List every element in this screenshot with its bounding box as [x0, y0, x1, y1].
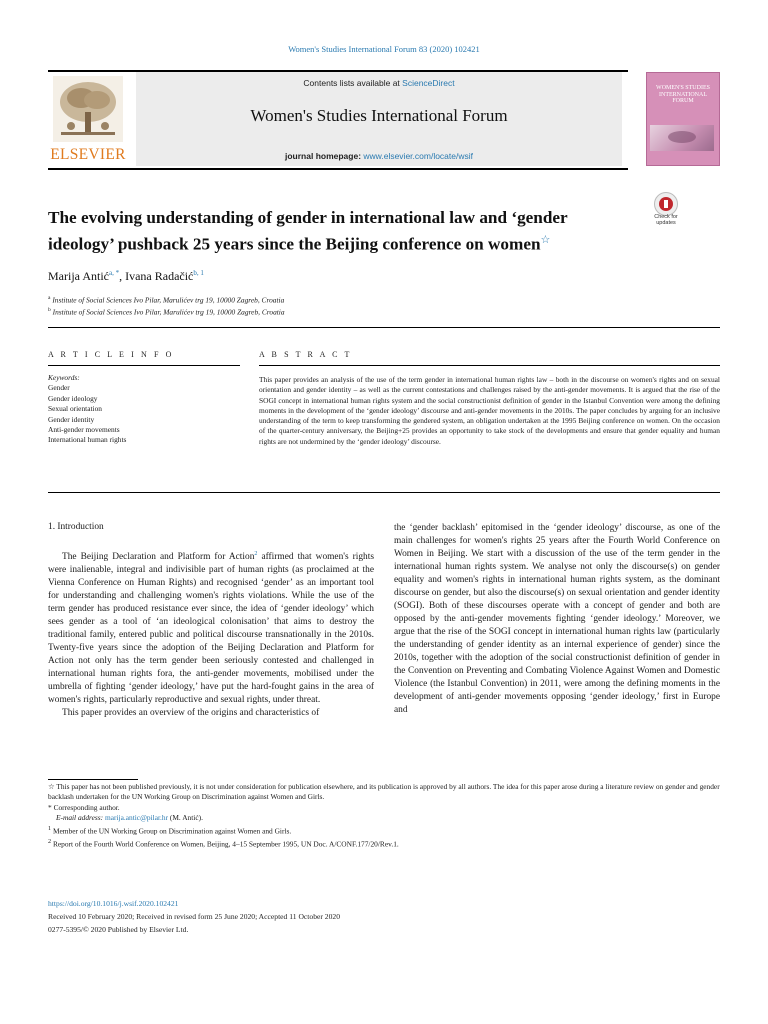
journal-cover[interactable]	[646, 72, 720, 166]
contents-line	[136, 78, 622, 88]
footnote-star	[48, 782, 720, 803]
body-column-left	[48, 548, 374, 720]
keywords-label: Keywords:	[48, 373, 80, 382]
affil-text: Institute of Social Sciences Ivo Pilar, Marulićev trg 19, 10000 Zagreb, Croatia	[52, 307, 285, 317]
sciencedirect-link[interactable]: ScienceDirect	[402, 78, 455, 88]
keyword: Gender	[48, 383, 70, 393]
footnote-2	[48, 837, 720, 850]
body-paragraph: This paper provides an overview of the origins and characteristics of	[62, 708, 320, 719]
author-name[interactable]: Marija Antić	[48, 269, 109, 283]
affil-text: Institute of Social Sciences Ivo Pilar, Marulićev trg 19, 10000 Zagreb, Croatia	[52, 295, 285, 305]
email-after: (M. Antić).	[168, 813, 203, 823]
footnote-text: Report of the Fourth World Conference on Women, Beijing, 4–15 September 1995, UN Doc. A/CONF.177/20/Rev.1.	[52, 838, 399, 848]
affiliation	[48, 307, 285, 316]
elsevier-logo[interactable]	[48, 76, 128, 164]
keywords-block	[48, 373, 240, 446]
author-affil-mark[interactable]: a, *	[108, 269, 120, 277]
body-column-right	[394, 522, 720, 717]
affil-mark: a	[48, 295, 51, 301]
author-name[interactable]: Ivana Radačić	[125, 269, 194, 283]
homepage-link[interactable]: www.elsevier.com/locate/wsif	[363, 151, 473, 161]
keyword: Sexual orientation	[48, 404, 102, 414]
footnotes	[48, 782, 720, 849]
footnote-text: This paper has not been published previously, it is not under consideration for publication elsewhere, and its publication is approved by all authors. The idea for this paper arose during a literature review on gender and gender backlash undertaken for the UN Working Group on Discrimination against Women and Girls.	[48, 782, 720, 802]
body-paragraph	[48, 548, 374, 707]
author-separator: ,	[119, 269, 126, 283]
footnote-mark: ☆	[48, 782, 55, 791]
affiliation	[48, 295, 284, 304]
body-text: affirmed that women's rights were inalienable, integral and indivisible part of human rights (as proclaimed at the Vienna Conference on Human Rights) and recognised ‘gender’ as an important tool for understanding and challenging women's rights violations. While the use of the term gender has produced resistance ever since, the idea of ‘gender ideology’ which sees gender as a tool of ‘an ideological colonisation’ that aims to destroy the traditional family, entered public and political discourse transnationally in the 2010s. Twenty-five years since the adoption of the Beijing Declaration and Platform for Action not only has the term gender been seriously contested and challenged in international human rights fora, the anti-gender movements, mobilised under the umbrella of fighting ‘gender ideology,’ have put the hard-fought gains in the area of women's rights, particularly reproductive and sexual rights, under threat.	[48, 552, 375, 706]
affil-mark: b	[48, 307, 51, 313]
footnote-text: Member of the UN Working Group on Discrimination against Women and Girls.	[52, 826, 292, 836]
check-updates-label: Check for updates	[654, 214, 678, 226]
section-heading: 1. Introduction	[48, 522, 104, 532]
journal-citation[interactable]: Women's Studies International Forum 83 (2020) 102421	[288, 44, 480, 54]
keyword: Gender ideology	[48, 393, 98, 403]
divider	[259, 365, 720, 366]
abstract-heading: A B S T R A C T	[259, 350, 353, 359]
email-link[interactable]: marija.antic@pilar.hr	[105, 813, 169, 823]
homepage-line	[136, 151, 622, 161]
elsevier-tree-icon	[53, 76, 123, 142]
footnote-ref[interactable]: 2	[254, 551, 258, 557]
footnote-email	[48, 813, 720, 823]
body-paragraph: the ‘gender backlash’ epitomised in the ‘gender ideology’ discourse, as one of the main challenges for women's rights 25 years after the Fourth World Conference on Women in Beijing. We start with a discussion of the use of the term gender in the international human rights system. We analyse not only the discourse(s) on gender equality and women's rights in international human rights system, as the dominant discourse on gender, but also the discourse(s) on sexual orientation and gender identity (SOGI). Both of these discourses operate with a concept of gender and both are opposed by the anti-gender movements fighting ‘gender ideology.’ Moreover, we argue that the rise of the SOGI concept in international human rights law (particularly the understanding of gender identity as an internal experience of gender) since the 2010s, together with the adoption of the social constructionist definition of gender in the Convention on Preventing and Combating Violence Against Women and Domestic Violence (the Istanbul Convention) in 2011, were among the defining moments in the development of anti-gender movements opposing ‘gender ideology,’ first in Europe and	[394, 523, 720, 715]
title-footnote-mark[interactable]: ☆	[540, 234, 551, 246]
elsevier-wordmark: ELSEVIER	[50, 146, 126, 163]
body-text: The Beijing Declaration and Platform for Action	[62, 552, 255, 563]
footnote-text: Corresponding author.	[53, 802, 120, 812]
author-list	[48, 269, 204, 284]
journal-title[interactable]: Women's Studies International Forum	[250, 106, 508, 125]
keyword: Anti-gender movements	[48, 425, 120, 435]
footnote-mark: 2	[48, 838, 52, 845]
author-affil-mark[interactable]: b, 1	[193, 269, 204, 277]
doi-link[interactable]: https://doi.org/10.1016/j.wsif.2020.102421	[48, 899, 179, 908]
cover-title: WOMEN'S STUDIES INTERNATIONAL FORUM	[656, 85, 710, 104]
footnote-mark: *	[48, 802, 52, 812]
divider	[48, 365, 240, 366]
article-info-heading: A R T I C L E I N F O	[48, 350, 175, 359]
homepage-label: journal homepage:	[285, 151, 364, 161]
divider	[48, 327, 720, 328]
footnote-1	[48, 824, 720, 837]
issn-copyright: 0277-5395/© 2020 Published by Elsevier Ltd.	[48, 925, 189, 934]
footnote-mark: 1	[48, 825, 52, 832]
abstract-text: This paper provides an analysis of the use of the term gender in international human rights law – both in the discourse on women's rights and on sexual orientation and gender identity – as well as the current contestations and challenges raised by the anti-gender movements. It is argued that the rise of the SOGI concept in international human rights system and the social constructionist definition of gender in the Istanbul Convention were among the defining moments in the development of the ‘gender ideology’ discourse and anti-gender movements in the 2010s. The paper concludes by arguing for an inclusive understanding of the term to keep transforming the gendered system, an obligation undertaken at the 1995 Beijing conference on women. On the occasion of the quarter-century anniversary, the Beijing+25 provides an opportunity to take stock of the developments and ensure that gender equality and human rights are not undermined by the ‘gender ideology’ discourse.	[259, 375, 720, 446]
email-label: E-mail address:	[56, 813, 105, 823]
keyword: Gender identity	[48, 414, 95, 424]
footnote-corresponding	[48, 803, 720, 813]
check-for-updates-button[interactable]	[646, 192, 686, 232]
contents-prefix: Contents lists available at	[303, 78, 403, 88]
divider	[48, 492, 720, 493]
received-dates: Received 10 February 2020; Received in revised form 25 June 2020; Accepted 11 October 2020	[48, 912, 340, 921]
keyword: International human rights	[48, 435, 127, 445]
check-updates-icon	[654, 192, 678, 216]
footnote-divider	[48, 779, 138, 780]
paper-title-text: The evolving understanding of gender in international law and ‘gender ideology’ pushback 25 years since the Beijing conference on women	[48, 208, 568, 254]
cover-image	[650, 125, 714, 151]
paper-title	[48, 206, 628, 256]
